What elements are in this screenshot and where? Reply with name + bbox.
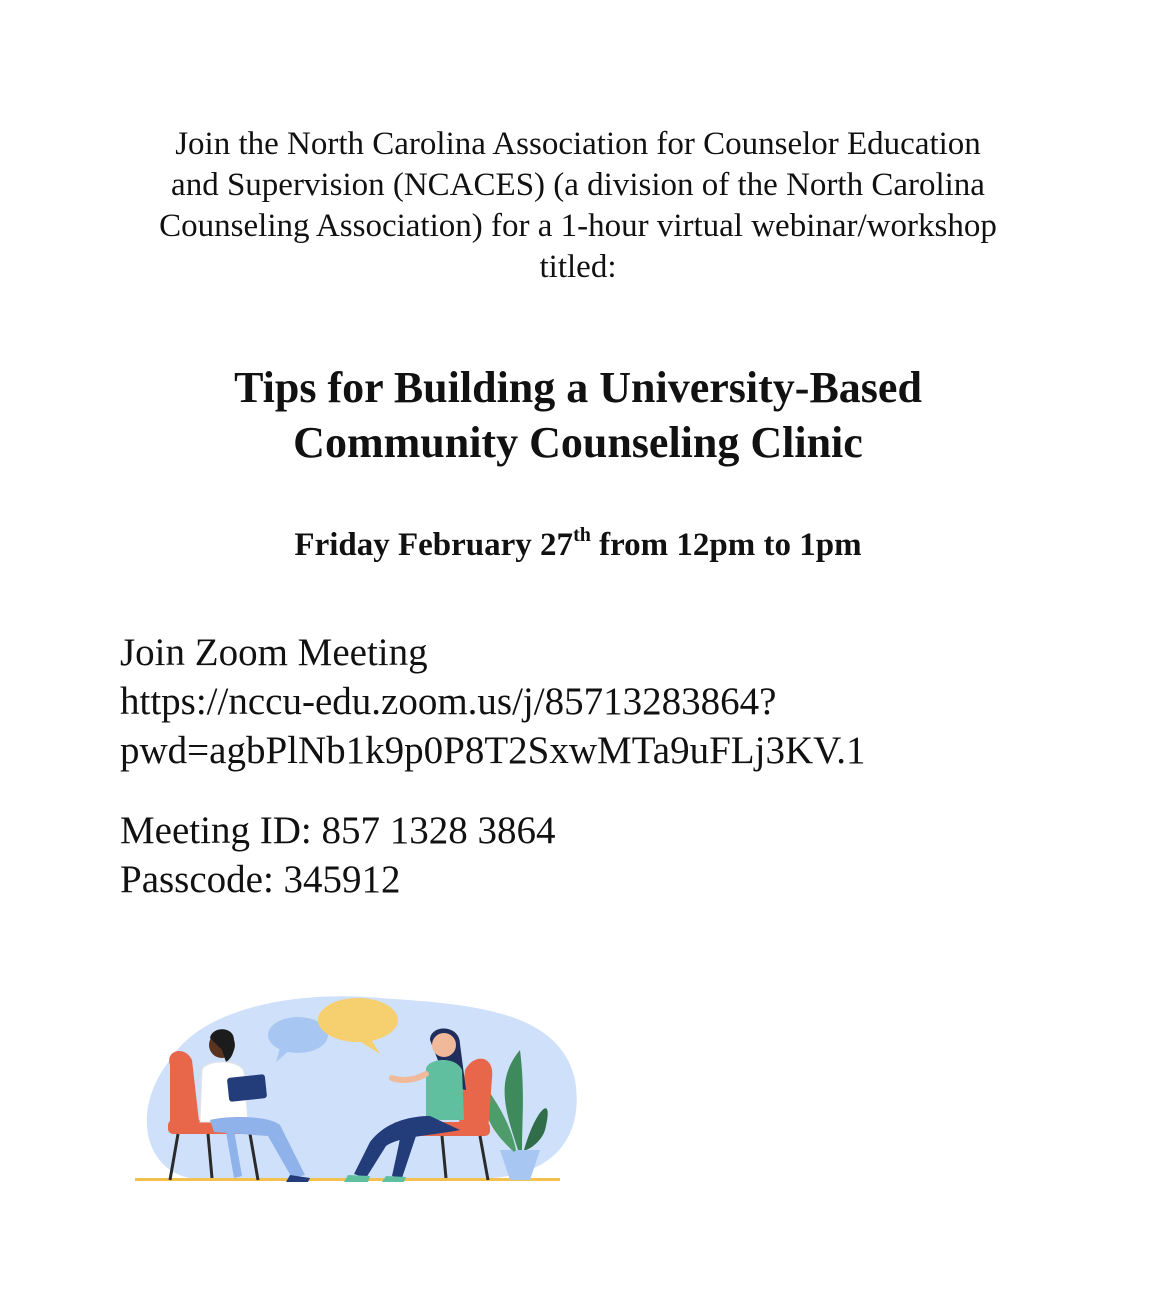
event-time-text: from 12pm to 1pm [590, 527, 862, 563]
intro-line: Counseling Association) for a 1-hour virtual webinar/workshop [159, 208, 997, 244]
event-date-text: Friday February 27 [294, 527, 574, 563]
meeting-passcode: Passcode: 345912 [120, 858, 401, 901]
meeting-id: Meeting ID: 857 1328 3864 [120, 809, 556, 852]
counseling-session-illustration [130, 990, 580, 1190]
zoom-heading: Join Zoom Meeting [120, 631, 428, 674]
illustration-svg [130, 990, 580, 1190]
event-date [110, 524, 1046, 566]
intro-line: Join the North Carolina Association for Counselor Education [175, 126, 981, 162]
meeting-details [120, 806, 1020, 904]
intro-paragraph [110, 124, 1046, 288]
date-ordinal-suffix: th [573, 524, 591, 546]
workshop-title-line: Tips for Building a University-Based [234, 363, 922, 412]
intro-line: and Supervision (NCACES) (a division of the North Carolina [171, 167, 985, 203]
speech-bubble-yellow [318, 998, 398, 1042]
workshop-title-line: Community Counseling Clinic [293, 418, 863, 467]
zoom-link-line-1[interactable]: https://nccu-edu.zoom.us/j/85713283864? [120, 680, 777, 723]
workshop-title [110, 360, 1046, 470]
intro-line: titled: [539, 249, 617, 285]
zoom-link-line-2[interactable]: pwd=agbPlNb1k9p0P8T2SxwMTa9uFLj3KV.1 [120, 729, 866, 772]
zoom-meeting-block [120, 628, 1080, 775]
